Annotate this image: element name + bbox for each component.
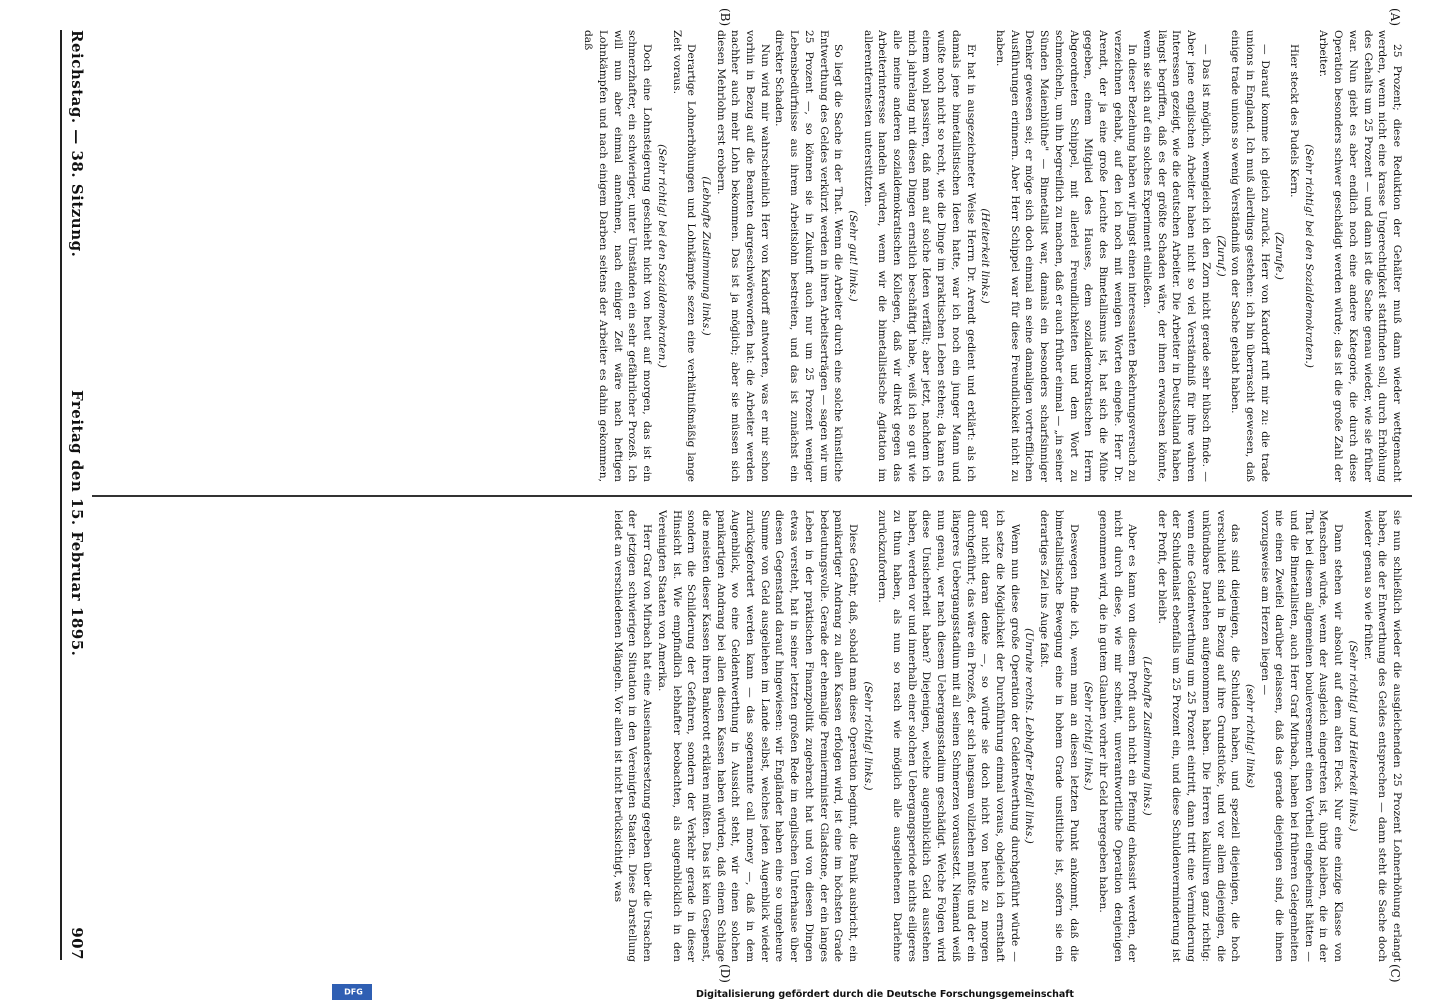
column-divider <box>92 495 1412 497</box>
paragraph: Hier steckt des Pudels Kern. <box>1288 44 1301 198</box>
interjection: (Sehr richtig! und Heiterkeit links.) <box>1346 640 1359 832</box>
paragraph: Er hat in ausgezeichneter Weise Herrn Dr. Arendt gedient und erklärt: als ich damals jene bimetallistischen Ideen hatte, war ich noch ein junger Mann und wußte noch nicht so recht, wie die Dinge im praktischen Leben stehen; da kann es einem wohl passiren, daß man auf solche Ideen verfällt; aber jetzt, nachdem ich mich jahrelang mit diesen Dingen ernstlich beschäftigt habe, weiß ich so gut wie alle meine anderen sozialdemokratischen Kollegen, daß wir direkt gegen das Arbeiterinteresse handeln würden, wenn wir die bimetallistische Agitation im allerentferntesten unterstützten. <box>861 30 977 482</box>
margin-marker-d: (D) <box>718 964 732 983</box>
paragraph: das sind diejenigen, die Schulden haben, und speziell diejenigen, die hoch verschuldet sind in Bezug auf ihre Grundstücke, und vor allem diejenigen, die unkündbare Darlehen aufgenommen haben. Die Herren kalkuliren ganz richtig: wenn eine Geldentwerthung um 25 Prozent eintritt, dann tritt eine Verminderung der Schuldenlast ebenfalls um 25 Prozent ein, und diese Schuldenverminderung ist der Profit, der bleibt. <box>1155 510 1242 962</box>
header-title: Reichstag. — 38. Sitzung. <box>68 30 86 258</box>
paragraph: Deswegen finde ich, wenn man an diesen letzten Punkt ankommt, daß die bimetallistische Bewegung eine in hohem Grade unsittliche ist, sofern sie ein derartiges Ziel ins Auge faßt. <box>1038 510 1080 962</box>
dfg-logo <box>332 984 372 1000</box>
paragraph: Doch eine Lohnsteigerung geschieht nicht von heut auf morgen, das ist ein schmerzhafter, ein schwieriger, unter Umständen ein sehr gefährlicher Prozeß. Ich will nun aber einmal annehmen, nach einiger Zeit wäre nach heftigen Lohnkämpfen und nach einigem Darben seitens der Arbeiter es dahin gekommen, daß <box>582 30 654 482</box>
paragraph: Nun wird mir wahrscheinlich Herr von Kardorff antworten, was er mir schon vorhin in Bezug auf die Beamten dargeschwöreworfen hat: die Arbeiter werden nachher auch mehr Lohn bekommen. Das ist ja möglich; aber sie müssen sich diesen Mehrlohn erst erobern. <box>714 30 771 482</box>
paragraph: Dann stehen wir absolut auf dem alten Fleck. Nur eine einzige Klasse von Menschen würde, wenn der Ausgleich eingetreten ist, übrig bleiben, die in der That bei diesem allgemeinen bouleversement einen Vortheil eingeheimst hätten — und die Bimetallisten, auch Herr Graf Mirbach, haben bei früheren Gelegenheiten nie einen Zweifel darüber gelassen, daß das gerade diejenigen sind, die ihnen vorzugsweise am Herzen liegen — <box>1258 510 1345 962</box>
margin-marker-c: (C) <box>1388 964 1402 983</box>
margin-marker-b: (B) <box>718 8 732 27</box>
right-text-column <box>94 510 1404 962</box>
interjection: (Heiterkeit links.) <box>979 208 992 304</box>
interjection: (Sehr richtig! links.) <box>861 681 874 791</box>
paragraph: Diese Gefahr, daß, sobald man diese Operation beginnt, die Panik ausbricht, ein panikartiger Andrang zu allen Kassen erfolgen wird, ist eine im höchsten Grade bedeutungsvolle. Gerade der ehemalige Premierminister Gladstone, der ein langes Leben in der praktischen Finanzpolitik zugebracht hat und von diesen Dingen etwas versteht, hat in seiner letzten großen Rede im englischen Unterhause über diesen Gegenstand darauf hingewiesen: wir Engländer haben eine so ungeheure Summe von Geld ausgeliehen im Lande selbst, welches jeden Augenblick wieder zurückgefordert werden kann — das sogenannte call money —, daß in dem Augenblick, wo eine Geldentwerthung in Aussicht steht, wir einen solchen panikartigen Andrang bei allen diesen Kassen haben würden, daß einem Schlage die meisten dieser Kassen ihren Bankerott erklären müßten. Das ist kein Gespenst, sondern die Schilderung der Gefahren, sondern der Verkehr gerade in dieser Hinsicht ist. Wie empfindlich lebhafter beobachten, als augenblicklich in den Vereinigten Staaten von Amerika. <box>655 510 859 962</box>
interjection: (Sehr richtig! bei den Sozialdemokraten.) <box>655 144 668 368</box>
margin-marker-a: (A) <box>1388 8 1402 27</box>
paragraph: Wenn nun diese große Operation der Geldentwerthung durchgeführt würde — ich setze die Möglichkeit der Durchführung einmal voraus, obgleich ich ernsthaft gar nicht daran denke —, so würde sie doch nicht von heute zu morgen durchgeführt; das wäre ein Prozeß, der sich langsam vollziehen müßte und der ein längeres Uebergangsstadium mit all seinen Schmerzen voraussetzt. Niemand weiß nun genau, wer nach diesem Uebergangsstadium geschädigt. Welche Folgen wird diese Unsicherheit haben? Diejenigen, welche augenblicklich Geld ausstehen haben, werden vor und innerhalb einer solchen Uebergangsperiode nichts eiligeres zu thun haben, als nun so rasch wie möglich alle ausgeliehenen Darlehne zurückzufordern. <box>876 510 1021 962</box>
header-date: Freitag den 15. Februar 1895. <box>68 390 86 657</box>
interjection: (Lebhafte Zustimmung links.) <box>699 176 712 336</box>
paragraph: So liegt die Sache in der That. Wenn die Arbeiter durch eine solche künstliche Entwerthung des Geldes verkürzt werden in ihren Arbeitserträgen — sagen wir um 25 Prozent —, so können sie in Zukunft auch nur um 25 Prozent weniger Lebensbedürfnisse aus ihrem Arbeitslohn bestreiten, und das ist zunächst ein direkter Schaden. <box>773 30 845 482</box>
header-rule <box>60 30 62 960</box>
paragraph: — Darauf komme ich gleich zurück. Herr von Kardorff ruft mir zu: die trade unions in England. Ich muß allerdings gestehen: ich bin überrascht gewesen, daß einige trade unions so wenig Verständniß von der Sache gehabt haben. <box>1229 30 1271 482</box>
interjection: (Sehr richtig! bei den Sozialdemokraten.) <box>1302 144 1315 368</box>
interjection: (sehr richtig! links) <box>1243 684 1256 788</box>
interjection: (Unruhe rechts. Lebhafter Beifall links.) <box>1023 628 1036 844</box>
paragraph: Derartige Lohnerhöhungen und Lohnkämpfe sezen eine verhältnißmäßig lange Zeit voraus. <box>670 30 698 482</box>
page-number: 907 <box>68 927 86 960</box>
paragraph: — Das ist möglich, wenngleich ich den Zorn nicht gerade sehr hübsch finde. — Aber jene englischen Arbeiter haben nicht so viel Verständniß für ihre wahren Interessen gezeigt, wie die deutschen Arbeiter. Die Arbeiter in Deutschland haben längst begriffen, daß es der größte Schaden wäre, der ihnen erwachsen könnte, wenn sie sich auf ein solches Experiment einließen. <box>1141 30 1212 482</box>
interjection: (Lebhafte Zustimmung links.) <box>1141 656 1154 816</box>
paragraph: sie nun schließlich wieder die ausgleichenden 25 Prozent Lohnerhöhung erlangt haben, die der Entwerthung des Geldes entsprechen — dann steht die Sache doch wieder genau so wie früher. <box>1361 510 1403 962</box>
left-text-column <box>94 30 1404 482</box>
digitization-credit <box>352 986 1412 1000</box>
paragraph: Aber es kann von diesem Profit auch nicht ein Pfennig einkassirt werden, der nicht durch diese, wie mir scheint, unverantwortliche Operation denjenigen genommen wird, die in gutem Glauben vorher ihr Geld hergegeben haben. <box>1096 510 1139 962</box>
paragraph: In dieser Beziehung haben wir jüngst einen interessanten Bekehrungsversuch zu verzeichnen gehabt, auf den ich noch mit wenigen Worten eingehe. Herr Dr. Arendt, der ja eine große Leuchte des Bimetallismus ist, hat sich die Mühe gegeben, einem Mitglied des Hauses, dem sozialdemokratischen Herrn Abgeordneten Schippel, mit allerlei Freundlichkeiten und dem Wort zu schmeicheln, um ihn begreiflich zu machen, daß er auch früher einmal — „in seiner Sünden Maienblüthe" — Bimetallist war, damals ein besonders scharfsinniger Denker gewesen sei; er möge sich doch einmal an seine damaligen vortrefflichen Ausführungen erinnern. Aber Herr Schippel war für diese Freundlichkeit nicht zu haben. <box>994 30 1139 482</box>
paragraph: Herr Graf von Mirbach hat eine Auseinandersetzung gegeben über die Ursachen der jetzigen schwierigen Situation in den Vereinigten Staaten. Diese Darstellung leidet an verschiedenen Mängeln. Vor allem ist nicht berücksichtigt, was <box>611 510 654 962</box>
interjection: (Sehr richtig! links.) <box>1082 681 1095 791</box>
paragraph: 25 Prozent; diese Reduktion der Gehälter muß dann wieder wettgemacht werden, wenn nicht eine krasse Ungerechtigkeit stattfinden soll, durch Erhöhung des Gehalts um 25 Prozent — und dann ist die Sache genau wieder, wie sie früher war. Nun giebt es aber endlich noch eine andere Kategorie, die durch diese Operation besonders schwer geschädigt werden würde; das ist die große Zahl der Arbeiter. <box>1317 30 1403 482</box>
interjection: (Sehr gut! links.) <box>846 210 859 302</box>
dfg-logo-text: DFG <box>344 987 363 997</box>
interjection: (Zuruf.) <box>1214 235 1227 277</box>
digitization-credit-text: Digitalisierung gefördert durch die Deutsche Forschungsgemeinschaft <box>696 989 1074 1000</box>
interjection: (Zurufe.) <box>1273 232 1286 280</box>
